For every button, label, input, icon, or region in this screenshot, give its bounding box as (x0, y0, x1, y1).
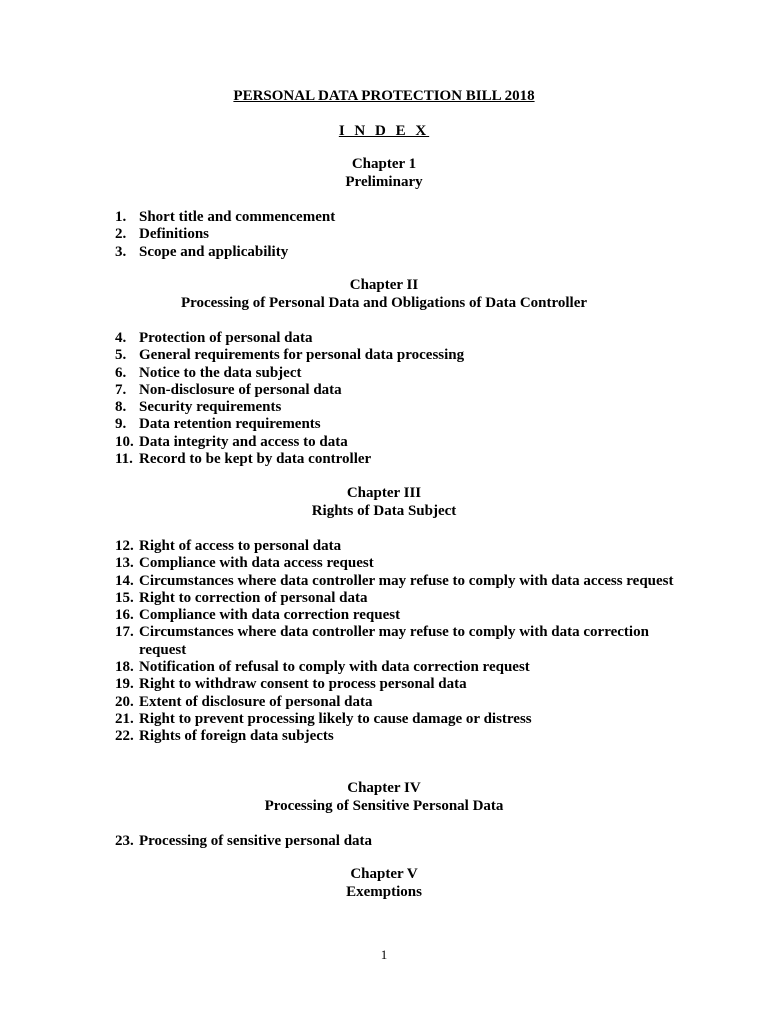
chapter-heading (0, 156, 768, 191)
chapter-number: Chapter V (350, 866, 418, 882)
toc-item-number: 13. (115, 555, 134, 572)
toc-item-text: Right of access to personal data (139, 538, 342, 554)
toc-item-text: Notice to the data subject (139, 364, 302, 381)
toc-item-text: Protection of personal data (139, 330, 313, 346)
chapter-1-item-list (115, 209, 675, 261)
toc-item (115, 833, 675, 850)
toc-item (115, 607, 675, 624)
toc-item (115, 244, 675, 261)
toc-item-number: 5. (115, 347, 127, 364)
chapter-number: Chapter 1 (351, 156, 417, 172)
chapter-heading (0, 485, 768, 520)
chapter-name: Preliminary (345, 173, 423, 190)
toc-item-text: Extent of disclosure of personal data (139, 693, 373, 710)
toc-item-number: 23. (115, 833, 134, 849)
chapter-heading (0, 780, 768, 815)
toc-item-text: Circumstances where data controller may refuse to comply with data correction request (139, 624, 649, 658)
toc-item-number: 1. (115, 209, 127, 225)
chapter-number: Chapter II (349, 277, 419, 293)
toc-item-number: 6. (115, 364, 127, 381)
toc-item (115, 728, 675, 745)
toc-item-number: 11. (115, 451, 133, 468)
toc-item-number: 12. (115, 538, 134, 554)
toc-item-number: 10. (115, 433, 134, 450)
toc-item-number: 15. (115, 589, 134, 606)
toc-item (115, 659, 675, 676)
chapter-name: Processing of Personal Data and Obligations of Data Controller (180, 294, 588, 311)
toc-item (115, 226, 675, 243)
toc-item-number: 8. (115, 399, 127, 416)
toc-item-text: Short title and commencement (139, 209, 336, 225)
toc-item-text: Notification of refusal to comply with data correction request (139, 659, 530, 676)
chapter-heading (0, 866, 768, 901)
toc-item (115, 434, 675, 451)
toc-item-number: 22. (115, 728, 134, 745)
toc-item (115, 711, 675, 728)
toc-item-text: Right to correction of personal data (139, 589, 368, 606)
chapter-2-item-list (115, 330, 675, 468)
toc-item (115, 399, 675, 416)
chapter-number: Chapter III (346, 485, 422, 501)
chapter-name: Processing of Sensitive Personal Data (264, 797, 504, 814)
chapter-name: Exemptions (346, 883, 422, 900)
toc-item (115, 624, 675, 659)
toc-item-text: Circumstances where data controller may refuse to comply with data access request (139, 572, 674, 589)
toc-item (115, 694, 675, 711)
toc-item-text: General requirements for personal data processing (139, 347, 465, 364)
toc-item-number: 2. (115, 226, 127, 243)
toc-item-number: 18. (115, 659, 134, 676)
toc-item (115, 347, 675, 364)
toc-item-text: Compliance with data correction request (139, 607, 401, 624)
toc-item-text: Compliance with data access request (139, 555, 374, 572)
chapter-4-item-list (115, 833, 675, 850)
index-heading: I N D E X (338, 123, 430, 139)
toc-item-text: Right to withdraw consent to process personal data (139, 676, 467, 693)
toc-item-number: 19. (115, 676, 134, 693)
toc-item (115, 555, 675, 572)
toc-item-number: 7. (115, 381, 127, 398)
toc-item (115, 209, 675, 226)
toc-item (115, 330, 675, 347)
toc-item (115, 590, 675, 607)
toc-item (115, 676, 675, 693)
toc-item-text: Data retention requirements (139, 416, 321, 433)
chapter-number: Chapter IV (347, 780, 421, 796)
toc-item-text: Right to prevent processing likely to cause damage or distress (139, 710, 532, 727)
toc-item-number: 9. (115, 416, 127, 433)
toc-item (115, 573, 675, 590)
toc-item (115, 538, 675, 555)
toc-item-text: Processing of sensitive personal data (139, 833, 373, 849)
chapter-3-item-list (115, 538, 675, 746)
page-number: 1 (380, 947, 388, 962)
toc-item-text: Rights of foreign data subjects (139, 728, 334, 745)
document-title: PERSONAL DATA PROTECTION BILL 2018 (233, 88, 535, 104)
chapter-name: Rights of Data Subject (311, 502, 457, 519)
toc-item-number: 17. (115, 624, 134, 641)
toc-item-text: Data integrity and access to data (139, 433, 348, 450)
chapter-heading (0, 277, 768, 312)
toc-item-text: Record to be kept by data controller (139, 451, 372, 468)
toc-item-number: 21. (115, 710, 134, 727)
toc-item-text: Scope and applicability (139, 243, 289, 260)
toc-item-text: Definitions (139, 226, 210, 243)
toc-item (115, 382, 675, 399)
toc-item-number: 14. (115, 572, 134, 589)
toc-item-text: Non-disclosure of personal data (139, 381, 342, 398)
toc-item (115, 451, 675, 468)
toc-item-number: 3. (115, 243, 127, 260)
toc-item (115, 365, 675, 382)
toc-item-number: 16. (115, 607, 134, 624)
toc-item-number: 4. (115, 330, 127, 346)
toc-item-text: Security requirements (139, 399, 282, 416)
toc-item-number: 20. (115, 693, 134, 710)
toc-item (115, 416, 675, 433)
